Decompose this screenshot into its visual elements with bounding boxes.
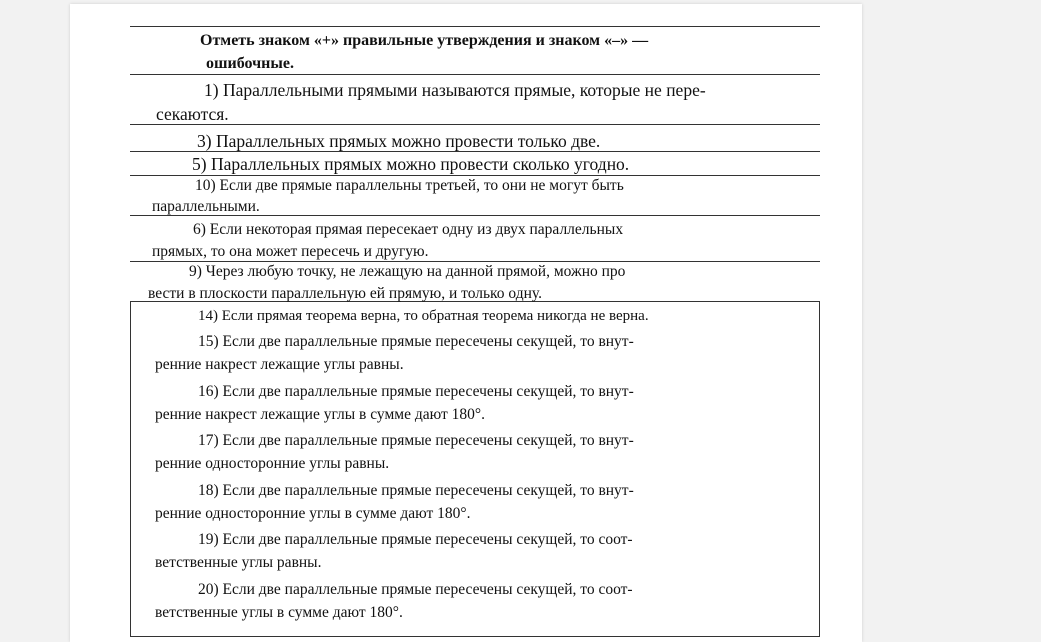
statement-19-line2: ветственные углы равны.	[155, 554, 322, 571]
statement-18-line1: 18) Если две параллельные прямые пересечены секущей, то внут-	[198, 482, 634, 499]
task-heading-line2: ошибочные.	[206, 55, 294, 72]
statement-10-line2: параллельными.	[152, 198, 260, 215]
statement-10-line1: 10) Если две прямые параллельны третьей, то они не могут быть	[195, 177, 624, 194]
statement-17-line2: ренние односторонние углы равны.	[155, 455, 390, 472]
statement-9-line2: вести в плоскости параллельную ей прямую, и только одну.	[148, 285, 542, 302]
statement-15-line2: ренние накрест лежащие углы равны.	[155, 356, 404, 373]
statement-16-line2: ренние накрест лежащие углы в сумме дают 180°.	[155, 406, 485, 423]
statement-6-line2: прямых, то она может пересечь и другую.	[152, 243, 429, 260]
statement-1-line2: секаются.	[156, 104, 229, 124]
statement-17-line1: 17) Если две параллельные прямые пересечены секущей, то внут-	[198, 432, 634, 449]
statement-20-line2: ветственные углы в сумме дают 180°.	[155, 604, 403, 621]
statement-15-line1: 15) Если две параллельные прямые пересечены секущей, то внут-	[198, 333, 634, 350]
statement-1-line1: 1) Параллельными прямыми называются прямые, которые не пере-	[204, 80, 706, 100]
statement-19-line1: 19) Если две параллельные прямые пересечены секущей, то соот-	[198, 531, 633, 548]
statement-18-line2: ренние односторонние углы в сумме дают 180°.	[155, 505, 471, 522]
statement-16-line1: 16) Если две параллельные прямые пересечены секущей, то внут-	[198, 383, 634, 400]
statement-14-line1: 14) Если прямая теорема верна, то обратная теорема никогда не верна.	[198, 308, 649, 324]
statement-20-line1: 20) Если две параллельные прямые пересечены секущей, то соот-	[198, 581, 633, 598]
statement-3-line1: 3) Параллельных прямых можно провести только две.	[197, 131, 601, 151]
statement-5-line1: 5) Параллельных прямых можно провести сколько угодно.	[192, 154, 630, 174]
statement-9-line1: 9) Через любую точку, не лежащую на данной прямой, можно про	[189, 263, 626, 280]
task-heading-line1: Отметь знаком «+» правильные утверждения и знаком «–» —	[200, 32, 649, 49]
statement-6-line1: 6) Если некоторая прямая пересекает одну из двух параллельных	[193, 221, 624, 238]
